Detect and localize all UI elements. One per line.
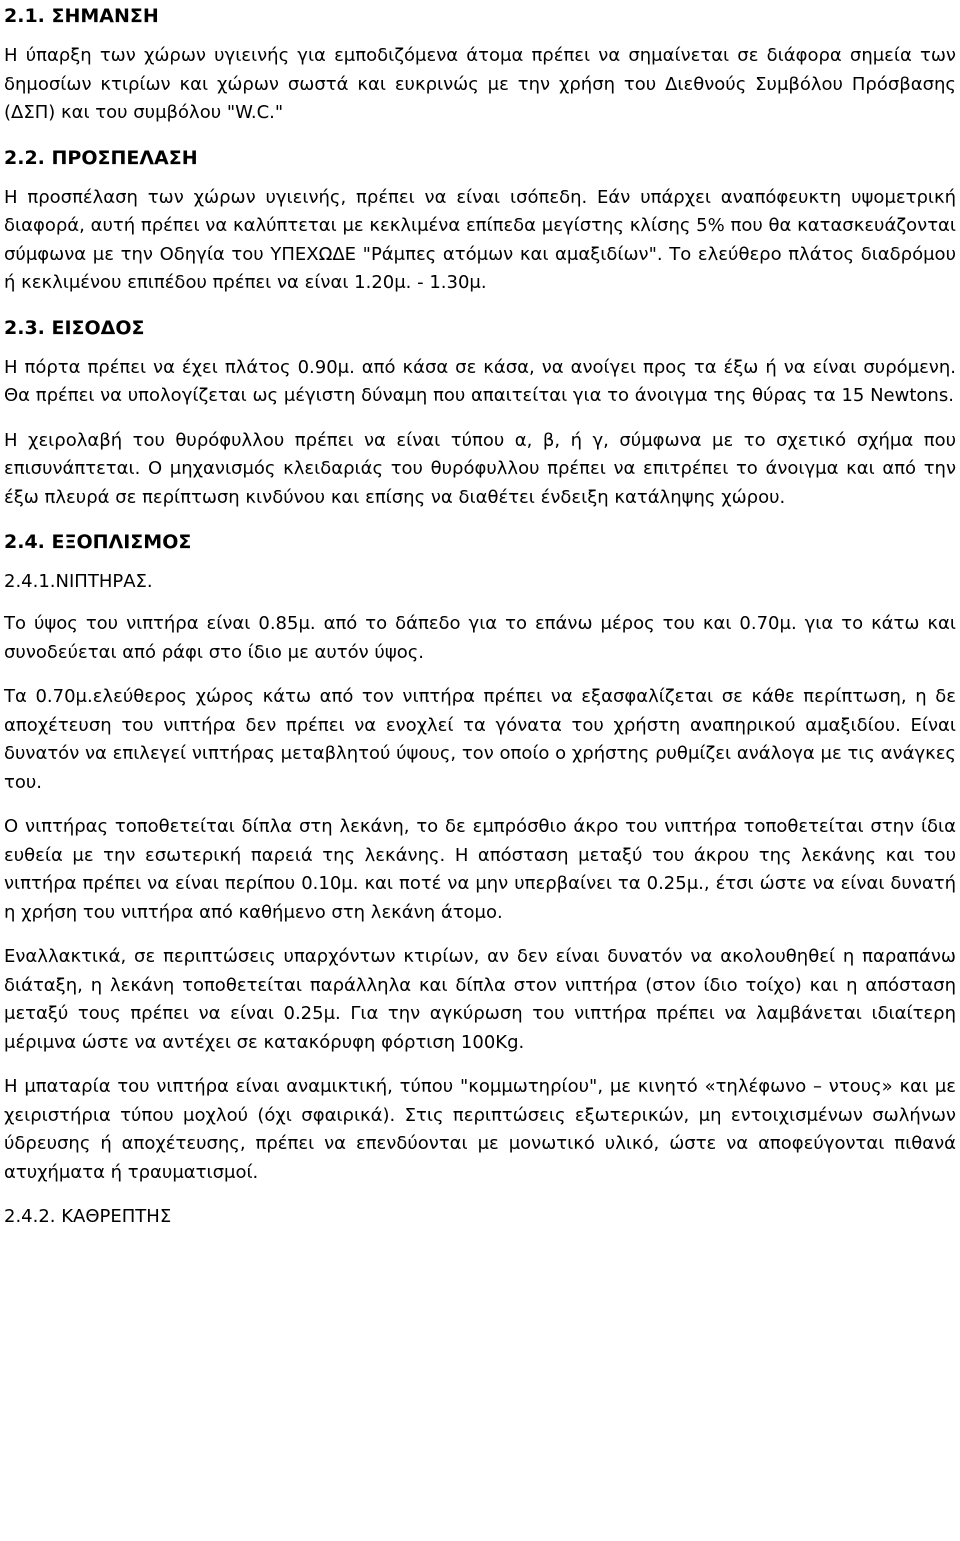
section-title-equipment: 2.4. ΕΞΟΠΛΙΣΜΟΣ: [4, 531, 192, 553]
subsection-title-mirror: 2.4.2. ΚΑΘΡΕΠΤΗΣ: [4, 1206, 172, 1227]
paragraph-entrance-door: Η πόρτα πρέπει να έχει πλάτος 0.90μ. από κάσα σε κάσα, να ανοίγει προς τα έξω ή να είναι συρόμενη. Θα πρέπει να υπολογίζεται ως μέγιστη δύναμη που απαιτείται για το άνοιγμα της θύρας τα 15 Newtons.: [4, 356, 956, 406]
section-title-signage: 2.1. ΣΗΜΑΝΣΗ: [4, 5, 159, 27]
paragraph-washbasin-position: Ο νιπτήρας τοποθετείται δίπλα στη λεκάνη, το δε εμπρόσθιο άκρο του νιπτήρα τοποθετείται στην ίδια ευθεία με την εσωτερική παρειά της λεκάνης. Η απόσταση μεταξύ του άκρου της λεκάνης και του νιπτήρα πρέπει να είναι περίπου 0.10μ. και ποτέ να μην υπερβαίνει τα 0.25μ., έτσι ώστε να είναι δυνατή η χρήση του νιπτήρα από καθήμενο στη λεκάνη άτομο.: [4, 816, 956, 923]
paragraph-signage: Η ύπαρξη των χώρων υγιεινής για εμποδιζόμενα άτομα πρέπει να σημαίνεται σε διάφορα σημεία των δημοσίων κτιρίων και χώρων σωστά και ευκρινώς με την χρήση του Διεθνούς Συμβόλου Πρόσβασης (ΔΣΠ) και του συμβόλου "W.C.": [4, 45, 956, 123]
section-title-access: 2.2. ΠΡΟΣΠΕΛΑΣΗ: [4, 146, 198, 169]
paragraph-washbasin-height: Το ύψος του νιπτήρα είναι 0.85μ. από το δάπεδο για το επάνω μέρος του και 0.70μ. για το κάτω και συνοδεύεται από ράφι στο ίδιο με αυτόν ύψος.: [4, 613, 956, 663]
section-title-entrance: 2.3. ΕΙΣΟΔΟΣ: [4, 316, 145, 339]
paragraph-washbasin-faucet: Η μπαταρία του νιπτήρα είναι αναμικτική, τύπου "κομμωτηρίου", με κινητό «τηλέφωνο – ντους» και με χειριστήρια τύπου μοχλού (όχι σφαιρικά). Στις περιπτώσεις εξωτερικών, μη εντοιχισμένων σωλήνων ύδρευσης ή αποχέτευσης, πρέπει να επενδύονται με μονωτικό υλικό, ώστε να αποφεύγονται πιθανά ατυχήματα ή τραυματισμοί.: [4, 1076, 956, 1183]
paragraph-washbasin-alternative: Εναλλακτικά, σε περιπτώσεις υπαρχόντων κτιρίων, αν δεν είναι δυνατόν να ακολουθηθεί η παραπάνω διάταξη, η λεκάνη τοποθετείται παράλληλα και δίπλα στον νιπτήρα (στον ίδιο τοίχο) και η απόσταση μεταξύ τους πρέπει να είναι 0.25μ. Για την αγκύρωση του νιπτήρα πρέπει να λαμβάνεται ιδιαίτερη μέριμνα ώστε να αντέχει σε κατακόρυφη φόρτιση 100Kg.: [4, 946, 956, 1053]
paragraph-access: Η προσπέλαση των χώρων υγιεινής, πρέπει να είναι ισόπεδη. Εάν υπάρχει αναπόφευκτη υψομετρική διαφορά, αυτή πρέπει να καλύπτεται με κεκλιμένα επίπεδα μεγίστης κλίσης 5% που θα κατασκευάζονται σύμφωνα με την Οδηγία του ΥΠΕΧΩΔΕ "Ράμπες ατόμων και αμαξιδίων". Το ελεύθερο πλάτος διαδρόμου ή κεκλιμένου επιπέδου πρέπει να είναι 1.20μ. - 1.30μ.: [4, 186, 956, 293]
paragraph-washbasin-clearance: Τα 0.70μ.ελεύθερος χώρος κάτω από τον νιπτήρα πρέπει να εξασφαλίζεται σε κάθε περίπτωση, η δε αποχέτευση του νιπτήρα δεν πρέπει να ενοχλεί τα γόνατα του χρήστη αναπηρικού αμαξιδίου. Είναι δυνατόν να επιλεγεί νιπτήρας μεταβλητού ύψους, τον οποίο ο χρήστης ρυθμίζει ανάλογα με τις ανάγκες του.: [4, 686, 956, 793]
paragraph-entrance-handle: Η χειρολαβή του θυρόφυλλου πρέπει να είναι τύπου α, β, ή γ, σύμφωνα με το σχετικό σχήμα που επισυνάπτεται. Ο μηχανισμός κλειδαριάς του θυρόφυλλου πρέπει να επιτρέπει το άνοιγμα και από την έξω πλευρά σε περίπτωση κινδύνου και επίσης να διαθέτει ένδειξη κατάληψης χώρου.: [4, 429, 956, 508]
subsection-title-washbasin: 2.4.1.ΝΙΠΤΗΡΑΣ.: [4, 571, 153, 592]
